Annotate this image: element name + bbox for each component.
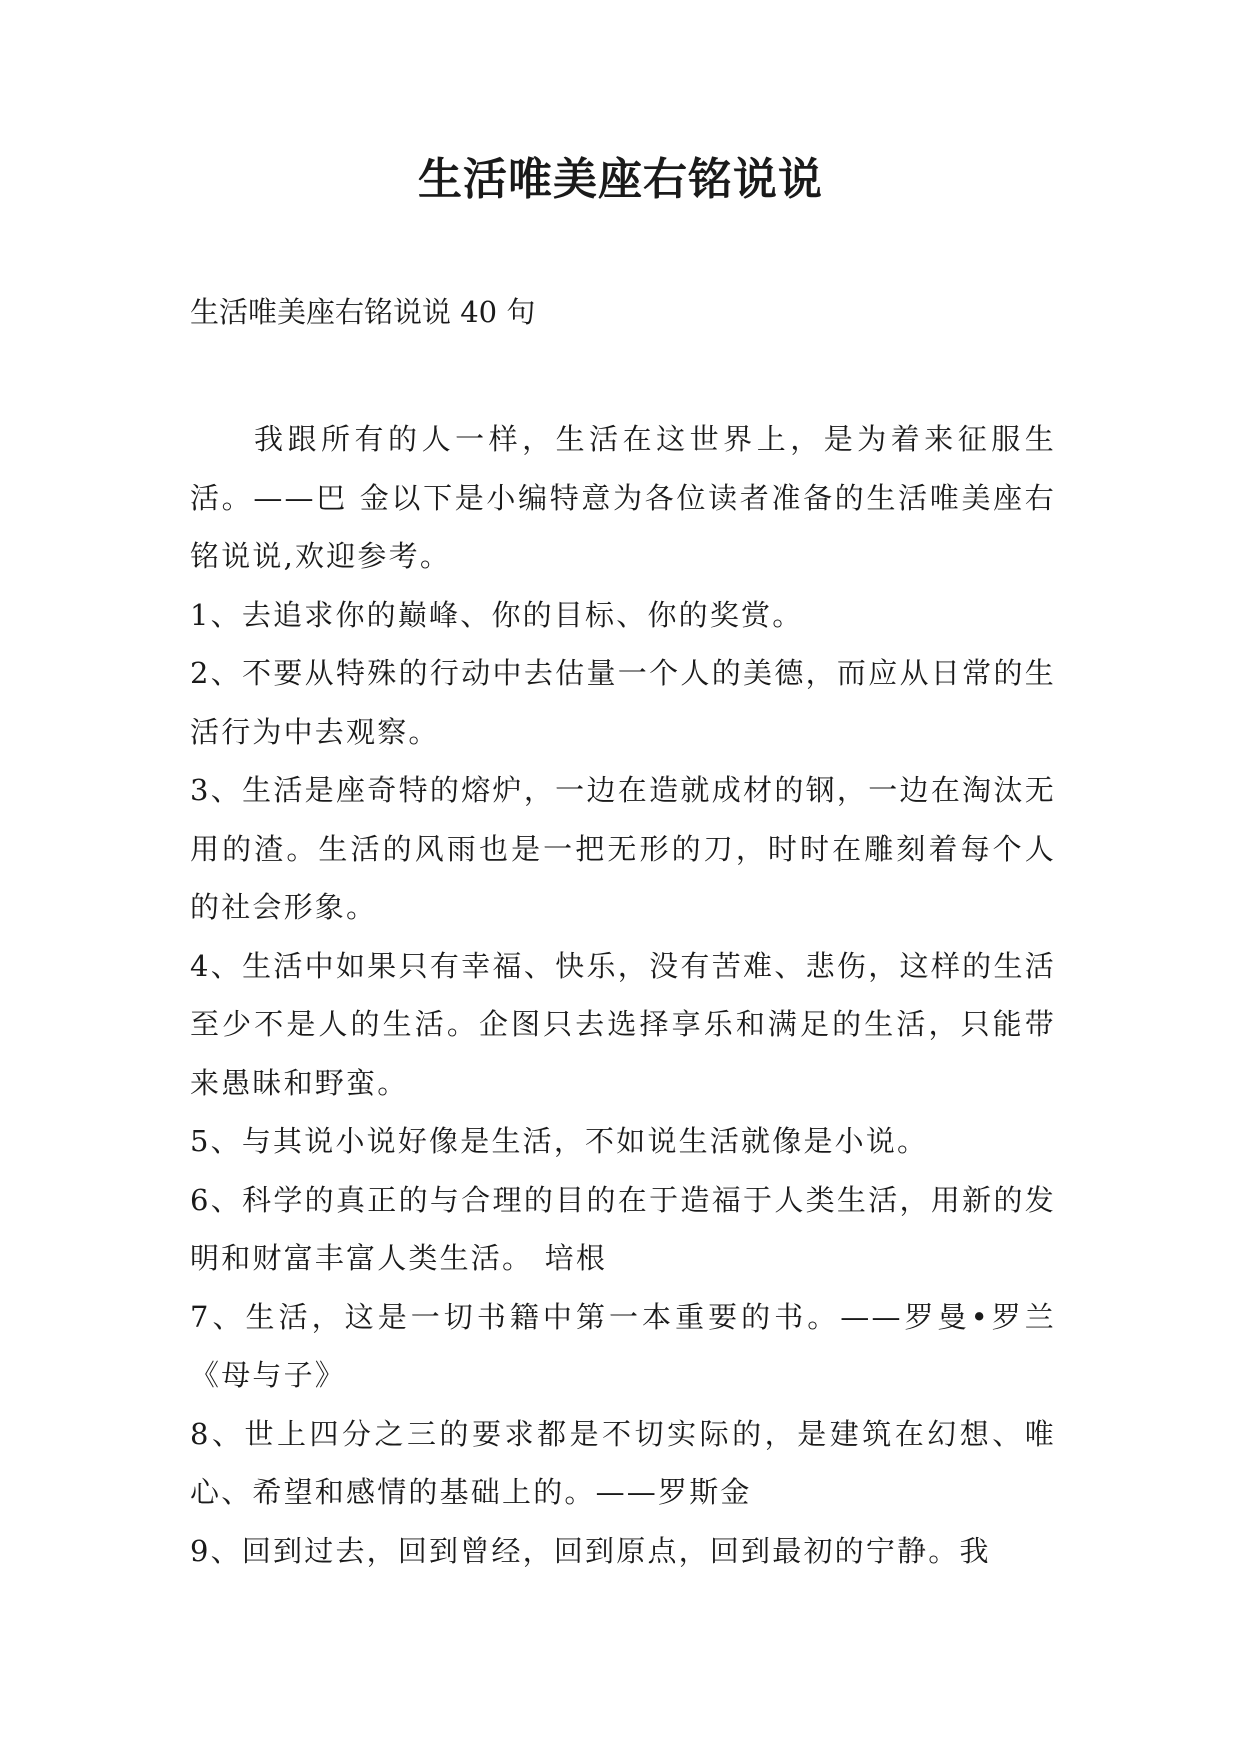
list-item: 8、世上四分之三的要求都是不切实际的，是建筑在幻想、唯心、希望和感情的基础上的。——罗斯金 <box>190 1416 1056 1509</box>
document-body <box>190 410 1056 1580</box>
list-item: 2、不要从特殊的行动中去估量一个人的美德，而应从日常的生活行为中去观察。 <box>190 656 1056 749</box>
intro-paragraph: 我跟所有的人一样，生活在这世界上，是为着来征服生活。——巴 金以下是小编特意为各位读者准备的生活唯美座右铭说说,欢迎参考。 <box>190 422 1056 573</box>
list-item: 1、去追求你的巅峰、你的目标、你的奖赏。 <box>190 597 804 632</box>
list-item: 9、回到过去，回到曾经，回到原点，回到最初的宁静。我 <box>190 1533 991 1568</box>
list-item: 5、与其说小说好像是生活，不如说生活就像是小说。 <box>190 1124 929 1158</box>
list-item: 4、生活中如果只有幸福、快乐，没有苦难、悲伤，这样的生活至少不是人的生活。企图只去选择享乐和满足的生活，只能带来愚昧和野蛮。 <box>190 948 1056 1100</box>
document-title: 生活唯美座右铭说说 <box>418 154 823 205</box>
list-item: 6、科学的真正的与合理的目的在于造福于人类生活，用新的发明和财富丰富人类生活。 培根 <box>190 1182 1056 1275</box>
list-item: 7、生活，这是一切书籍中第一本重要的书。——罗曼•罗兰《母与子》 <box>190 1299 1056 1392</box>
document-subtitle: 生活唯美座右铭说说 40 句 <box>190 295 536 329</box>
list-item: 3、生活是座奇特的熔炉，一边在造就成材的钢，一边在淘汰无用的渣。生活的风雨也是一把无形的刀，时时在雕刻着每个人的社会形象。 <box>190 773 1056 924</box>
